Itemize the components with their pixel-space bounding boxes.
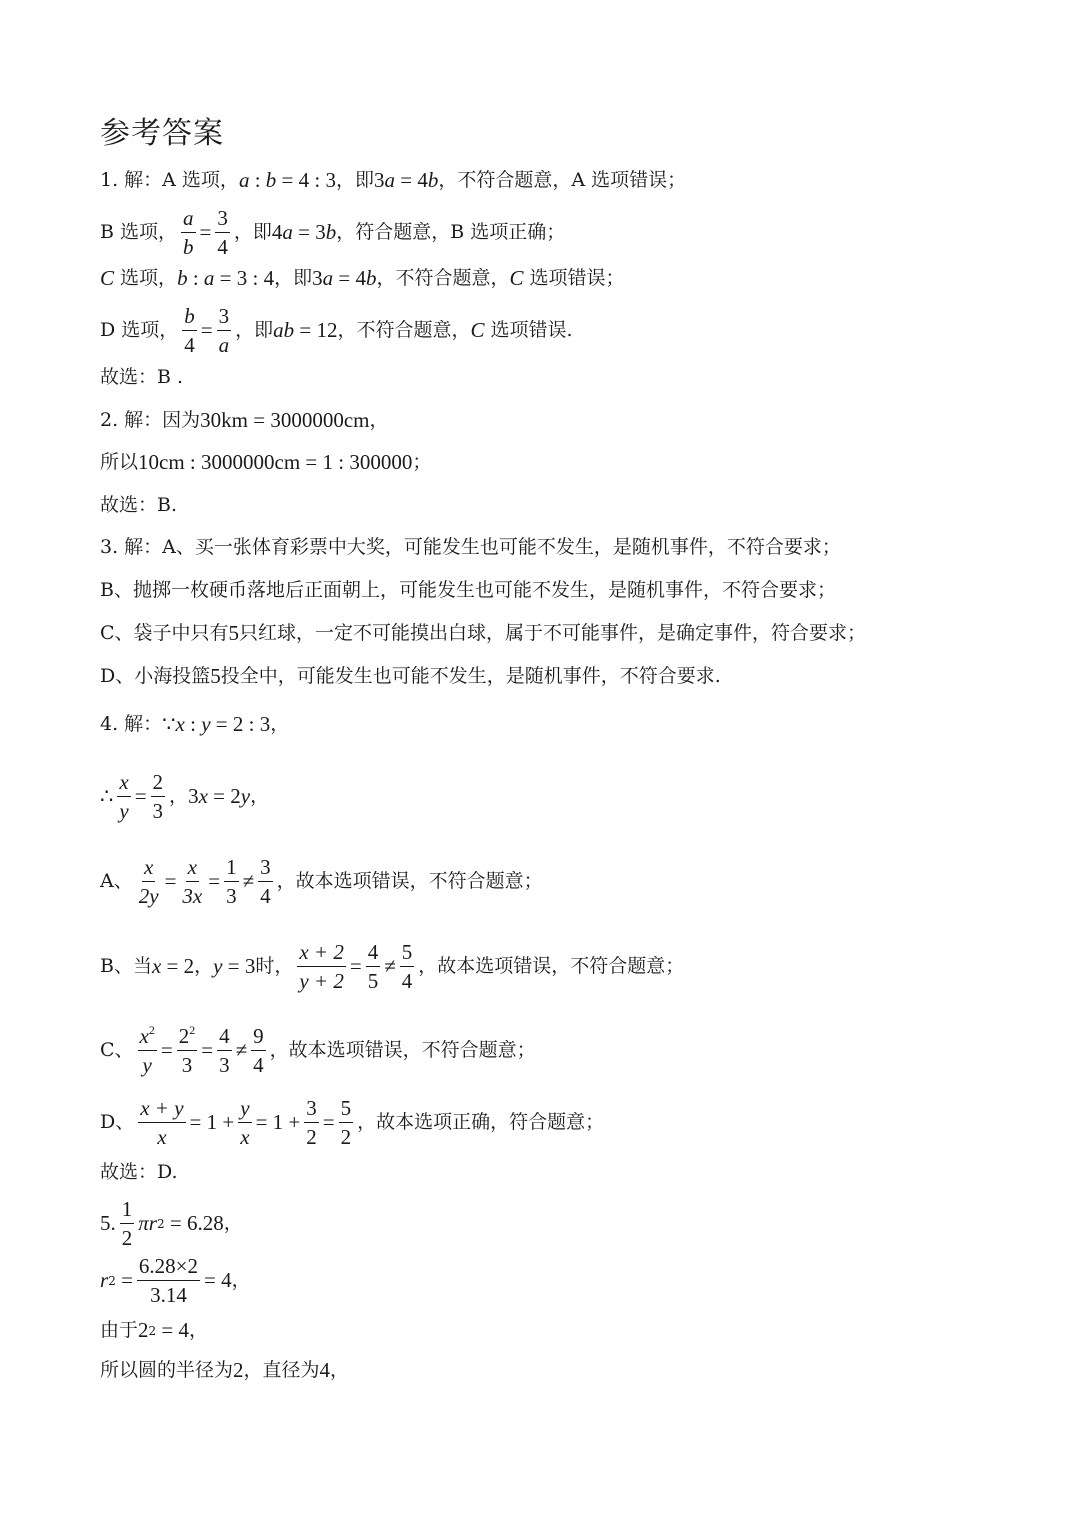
fraction: $\frac{6.28\times 2}{3.14}$	[138, 1254, 199, 1308]
page-title: 参考答案	[100, 116, 224, 151]
fraction: $\frac{x}{2y}$	[138, 855, 159, 909]
q1-line-1: 1. 解：A 选项， a : b = 4 : 3 ，即 3 a = 4 b ，不符合题意，A 选项错误；	[100, 168, 687, 192]
q4-option-b: B、当 x = 2 ， y = 3 时， $\frac{x + 2}{y + 2}$ = $\frac{4}{5}$ ≠ $\frac{5}{4}$ ，故本选项错误，不符合题意；	[100, 940, 685, 994]
fraction: $\frac{b}{4}$	[184, 304, 195, 358]
fraction: $\frac{5}{2}$	[340, 1096, 352, 1150]
q2-line-2: 所以 10cm : 3000000cm = 1 : 300000 ；	[100, 450, 432, 474]
fraction: $\frac{1}{2}$	[121, 1197, 133, 1251]
q4-option-c: C、 $\frac{x^2}{y}$ = $\frac{2^2}{3}$ = $\frac{4}{3}$ ≠ $\frac{9}{4}$ ，故本选项错误，不符合题意；	[100, 1023, 536, 1078]
q5-line-4: 所以圆的半径为 2 ，直径为 4 ，	[100, 1358, 350, 1382]
fraction: $\frac{x^2}{y}$	[139, 1023, 155, 1078]
fraction: $\frac{3}{2}$	[306, 1096, 317, 1150]
fraction: $\frac{2}{3}$	[152, 770, 164, 824]
fraction: $\frac{y}{x}$	[240, 1096, 250, 1150]
q4-line-2: ∴ $\frac{x}{y}$ = $\frac{2}{3}$ ， 3 x = 2 y ，	[100, 770, 270, 824]
fraction: $\frac{3}{4}$	[260, 855, 271, 909]
fraction: $\frac{2^2}{3}$	[178, 1023, 196, 1078]
fraction: $\frac{3}{a}$	[218, 304, 230, 358]
q3-line-3: C、袋子中只有 5 只红球，一定不可能摸出白球，属于不可能事件，是确定事件，符合要求；	[100, 621, 867, 645]
q2-conclusion: 故选：B.	[100, 494, 178, 516]
q1-line-4: D 选项， $\frac{b}{4}$ = $\frac{3}{a}$ ，即 ab = 12 ，不符合题意， C 选项错误.	[100, 304, 573, 358]
q3-line-1: 3. 解：A、买一张体育彩票中大奖，可能发生也可能不发生，是随机事件，不符合要求；	[100, 536, 841, 558]
q4-option-d: D、 $\frac{x + y}{x}$ = 1 + $\frac{y}{x}$ = 1 + $\frac{3}{2}$ = $\frac{5}{2}$ ，故本选项正确，符合题意；	[100, 1096, 605, 1150]
fraction: $\frac{x + y}{x}$	[140, 1096, 184, 1150]
fraction: $\frac{x}{3x}$	[182, 855, 203, 909]
q4-conclusion: 故选：D.	[100, 1161, 178, 1183]
q1-line-2: B 选项， $\frac{a}{b}$ = $\frac{3}{4}$ ，即 4 a = 3 b ，符合题意，B 选项正确；	[100, 206, 566, 260]
fraction: $\frac{5}{4}$	[401, 940, 413, 994]
q5-line-3: 由于 2 2 = 4 ，	[100, 1318, 209, 1342]
fraction: $\frac{4}{3}$	[219, 1024, 230, 1078]
fraction: $\frac{9}{4}$	[253, 1024, 264, 1078]
fraction: $\frac{a}{b}$	[183, 206, 194, 260]
q1-conclusion: 故选：B .	[100, 366, 184, 388]
q5-line-1: 5. $\frac{1}{2}$ π r 2 = 6.28 ，	[100, 1197, 243, 1251]
fraction: $\frac{1}{3}$	[226, 855, 237, 909]
fraction: $\frac{3}{4}$	[217, 206, 228, 260]
fraction: $\frac{x + 2}{y + 2}$	[299, 940, 344, 994]
q2-line-1: 2. 解：因为 30km = 3000000cm ，	[100, 408, 389, 432]
fraction: $\frac{4}{5}$	[367, 940, 379, 994]
q5-line-2: r 2 = $\frac{6.28\times 2}{3.14}$ = 4 ，	[100, 1254, 251, 1308]
q3-line-4: D、小海投篮 5 投全中，可能发生也可能不发生，是随机事件，不符合要求.	[100, 664, 721, 688]
q4-line-1: 4. 解： ∵ x : y = 2 : 3 ，	[100, 712, 290, 736]
q1-line-3: C 选项， b : a = 3 : 4 ，即 3 a = 4 b ，不符合题意， C 选项错误；	[100, 266, 625, 290]
fraction: $\frac{x}{y}$	[119, 770, 129, 824]
q4-option-a: A、 $\frac{x}{2y}$ = $\frac{x}{3x}$ = $\frac{1}{3}$ ≠ $\frac{3}{4}$ ，故本选项错误，不符合题意；	[100, 855, 543, 909]
q3-line-2: B、抛掷一枚硬币落地后正面朝上，可能发生也可能不发生，是随机事件，不符合要求；	[100, 579, 836, 601]
